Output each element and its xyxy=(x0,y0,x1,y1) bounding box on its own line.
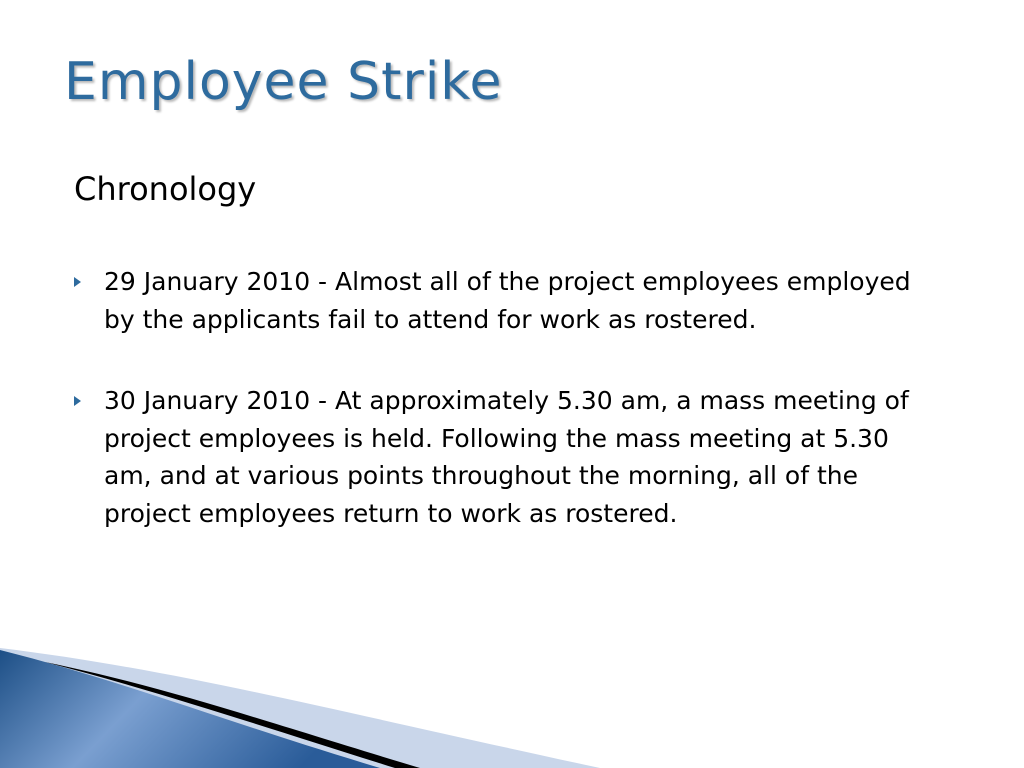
decorative-wave-swoosh xyxy=(0,640,1024,768)
bullet-text: 29 January 2010 - Almost all of the project employees employed by the applicants fail to attend for work as rostered. xyxy=(104,267,911,334)
triangle-right-icon xyxy=(74,277,81,287)
bullet-text: 30 January 2010 - At approximately 5.30 am, a mass meeting of project employees is held. Following the mass meeting at 5.30 am, and at various points throughout the morning, all of the project employees return to work as rostered. xyxy=(104,386,909,528)
bullet-item xyxy=(74,263,944,338)
slide-subheading: Chronology xyxy=(74,170,257,208)
slide-title: Employee Strike xyxy=(64,52,503,112)
bullet-list xyxy=(74,263,944,576)
triangle-right-icon xyxy=(74,396,81,406)
bullet-item xyxy=(74,382,944,532)
